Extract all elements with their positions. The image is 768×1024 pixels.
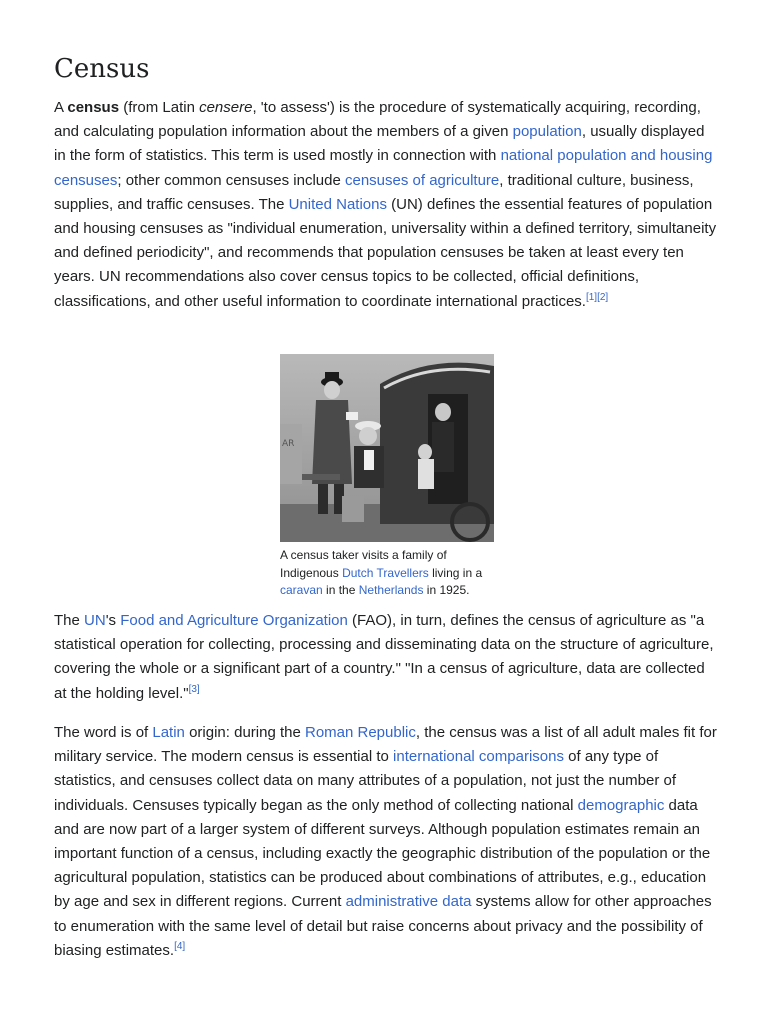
page-title: Census [54,54,150,84]
link-un[interactable]: UN [84,612,106,629]
link-demographic[interactable]: demographic [577,796,665,814]
citation-1[interactable]: [1] [585,291,598,303]
text-segment: 's [105,612,121,629]
bold-term: census [67,99,120,116]
citation-2[interactable]: [2] [597,291,609,303]
text-segment: origin: during the [184,724,305,741]
link-administrative-data[interactable]: administrative data [345,893,472,911]
link-dutch-travellers[interactable]: Dutch Travellers [342,565,429,580]
text-segment: data and are now part of a larger system of different surveys. Although population estimates remain an important function of a census, including exactly the geographic distribution of the population or the agricultural population, statistics can be produced about combinations of attributes, e.g., education by age and sex in different regions. Current [54,796,711,911]
text-segment: (FAO), in turn, defines the census of agriculture as "a statistical operation for collecting, processing and disseminating data on the structure of agriculture, covering the whole or a significant part of a country." "In a census of agriculture, data are collected at the holding level." [54,612,714,702]
text-segment: The [54,612,85,629]
link-caravan[interactable]: caravan [280,583,323,597]
link-roman-republic[interactable]: Roman Republic [304,724,416,741]
text-segment: A [54,99,68,116]
caption-segment: A census taker visits a family of Indigenous [280,548,447,580]
link-netherlands[interactable]: Netherlands [358,583,424,597]
census-figure [280,354,494,600]
caption-segment: living in a [428,565,483,580]
citation-3[interactable]: [3] [188,683,200,695]
link-censuses-of-agriculture[interactable]: censuses of agriculture [345,171,500,189]
text-segment: ; other common censuses include [117,171,345,189]
text-segment: , usually displayed in the form of statistics. This term is used mostly in connection with [54,123,705,165]
link-united-nations[interactable]: United Nations [288,195,387,213]
text-segment: systems allow for other approaches to enumeration with the same level of detail but raise concerns about privacy and the possibility of biasing estimates. [54,893,712,959]
figure-caption [280,547,494,600]
citation-4[interactable]: [4] [174,940,186,952]
caption-segment: in the [322,583,359,597]
caption-segment: in 1925. [423,583,470,597]
link-international-comparisons[interactable]: international comparisons [393,748,564,766]
text-segment: , the census was a list of all adult males fit for military service. The modern census is essential to [54,724,717,766]
text-segment: of any type of statistics, and censuses collect data on many attributes of a population, not just the number of individuals. Censuses typically began as the only method of collecting national [54,748,677,814]
census-photo[interactable] [280,354,494,542]
intro-paragraph [54,96,718,314]
link-national-censuses[interactable]: national population and housing censuses [54,147,713,189]
fao-paragraph [54,609,718,706]
link-latin[interactable]: Latin [152,724,185,741]
text-segment: (from Latin [119,99,200,116]
text-segment: (UN) defines the essential features of population and housing censuses as "individual enumeration, universality within a defined territory, simultaneity and defined periodicity", and recommends that population censuses be taken at least every ten years. UN recommendations also cover census topics to be collected, official definitions, classifications, and other useful information to coordinate international practices. [54,195,717,310]
text-segment: , traditional culture, business, supplies, and traffic censuses. The [54,171,694,213]
link-population[interactable]: population [512,123,582,141]
latin-term: censere [199,99,253,116]
link-fao[interactable]: Food and Agriculture Organization [120,612,348,629]
etymology-paragraph [54,721,718,963]
svg-text:AR: AR [282,439,295,449]
text-segment: The word is of [54,724,153,741]
text-segment: , 'to assess') is the procedure of systematically acquiring, recording, and calculating population information about the members of a given [54,99,701,141]
